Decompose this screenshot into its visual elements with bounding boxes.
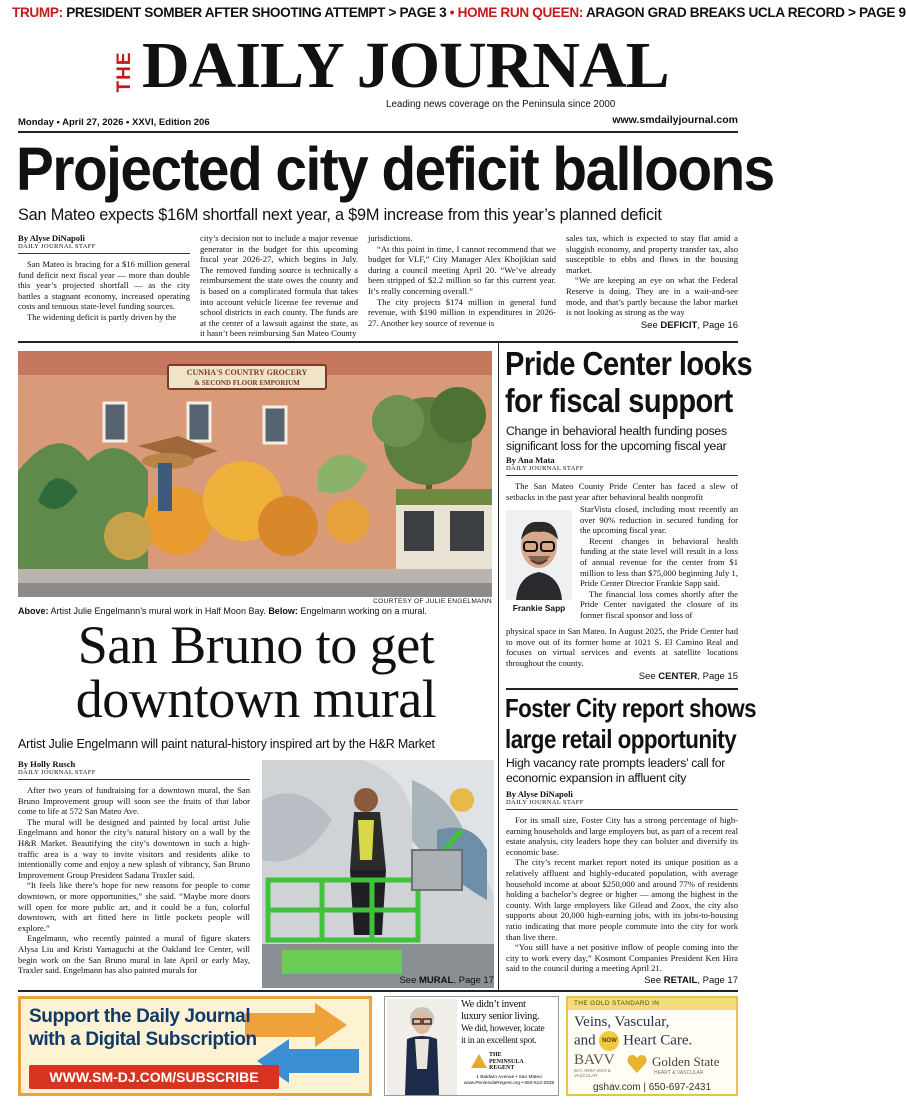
foster-headline[interactable]: Foster City report shows large retail opportunity <box>505 693 757 754</box>
regent-logo: THE PENINSULA REGENT <box>489 1052 524 1071</box>
section-rule <box>506 688 738 690</box>
pride-paragraph: The San Mateo County Pride Center has faced a slew of setbacks in the past year after behavioral health nonprofit <box>506 481 738 502</box>
store-sign-line-1: CUNHA'S COUNTRY GROCERY <box>186 368 308 377</box>
masthead-rule <box>18 131 738 133</box>
mural-paragraph: After two years of fundraising for a downtown mural, the San Bruno Improvement group will soon see the fruits of that labor come to life at 572 San Mateo Ave. <box>18 785 250 817</box>
masthead-title[interactable]: DAILY JOURNAL <box>142 29 669 102</box>
lead-column-4 <box>566 233 738 318</box>
artist-photo[interactable] <box>262 760 494 988</box>
dateline: Monday • April 27, 2026 • XXVI, Edition 206 <box>18 117 210 128</box>
pride-paragraph: StarVista closed, including most recently an over 90% reduction in secured funding for the upcoming fiscal year. <box>580 504 738 536</box>
lead-byline: By Alyse DiNapoli <box>18 233 85 243</box>
mural-headline[interactable]: San Bruno to get downtown mural <box>75 615 437 729</box>
lead-paragraph: sales tax, which is expected to stay flat amid a sluggish economy, and property transfer tax, also susceptible to ebbs and flows in the housing market. <box>566 233 738 275</box>
pride-staff: DAILY JOURNAL STAFF <box>506 465 738 476</box>
senior-woman-icon <box>387 999 457 1095</box>
mural-byline: By Holly Rusch <box>18 759 76 769</box>
pride-headline[interactable]: Pride Center looks for fiscal support <box>505 345 753 419</box>
golden-state-logo: Golden State <box>652 1054 720 1069</box>
golden-state-subtitle: HEART & VASCULAR <box>654 1070 704 1076</box>
mural-paragraph: The mural will be designed and painted by local artist Julie Engelmann and honor the city’s natural history on a wall by the H&R Market. Beautifying the city’s downtown in such a high-traffic area is a way to invite visitors and residents alike to intentionally come and enjoy a new splash of vibrancy, San Bruno Improvement Group President Sadana Traxler said. <box>18 816 250 880</box>
mural-paragraph: “It feels like there’s hope for new reasons for people to come downtown, or more opportunities,” she said. “Maybe more doors will open for more public art, and it could be a fun, colorful downtown, with art fitted here in little pockets people will explore.” <box>18 880 250 933</box>
lead-subhead: San Mateo expects $16M shortfall next year, a $9M increase from this year’s planned deficit <box>18 206 662 224</box>
ad-banner: THE GOLD STANDARD IN <box>568 998 736 1010</box>
teaser-separator: • <box>449 5 455 20</box>
foster-paragraph: For its small size, Foster City has a strong percentage of high-earning households and large employers but, as part of a recent real estate analysis, city leaders hope they can bolster and diversify its economic base. <box>506 815 738 857</box>
lead-headline[interactable]: Projected city deficit balloons <box>16 135 774 203</box>
masthead-tagline: Leading news coverage on the Peninsula since 2000 <box>386 99 616 110</box>
lead-paragraph: “At this point in time, I cannot recommend that we budget for VLF,” City Manager Alex Khojikian said during a council meeting April 20. “We’ve already been stripped of $2.2 million so far this current year. It’s really concerning overall.” <box>368 243 556 296</box>
golden-state-ad[interactable] <box>566 996 738 1096</box>
mural-photo-illustration <box>18 351 492 597</box>
lead-paragraph: city’s decision not to include a major revenue generator in the budget for this upcoming fiscal year 2026-27, which begins in July. The removed funding source is technically a reimbursement the state owes the county and is based on a complicated formula that takes into account vehicle license fee revenue and school districts in each county. The funds are at the center of a lawsuit against the state, as it hasn’t been reimbursing San Mateo County <box>200 233 358 339</box>
masthead-the: THE <box>114 51 135 93</box>
regent-contact: 1 Baldwin Avenue • San Mateo www.PeninsulaRegent.org • 650-613-2535 <box>463 1075 555 1086</box>
mural-staff: DAILY JOURNAL STAFF <box>18 769 250 780</box>
foster-paragraph: “You still have a net positive inflow of people coming into the city to work every day,” Kosmont Companies President Ken Hira said to the council during a meeting April 21. <box>506 942 738 974</box>
lead-paragraph: The city projects $174 million in general fund revenue, with $190 million in expenditures in 2026-27. Another key source of revenue is <box>368 296 556 328</box>
mural-column <box>18 759 250 976</box>
store-sign-line-2: & SECOND FLOOR EMPORIUM <box>194 379 300 387</box>
foster-staff: DAILY JOURNAL STAFF <box>506 799 738 810</box>
golden-state-copy: Veins, Vascular, and NOW Heart Care. <box>574 1013 692 1051</box>
peninsula-regent-ad[interactable] <box>384 996 559 1096</box>
pride-subhead: Change in behavioral health funding poses significant loss for the upcoming fiscal year <box>506 424 727 453</box>
photo-caption: Above: Artist Julie Engelmann’s mural work in Half Moon Bay. Below: Engelmann working on a mural. <box>18 606 427 616</box>
website-link[interactable]: www.smdailyjournal.com <box>612 114 738 126</box>
section-rule <box>18 341 738 343</box>
lead-column-1 <box>18 233 190 333</box>
frankie-sapp-photo[interactable] <box>506 510 572 600</box>
subscribe-url-button[interactable]: WWW.SM-DJ.COM/SUBSCRIBE <box>29 1065 279 1089</box>
foster-column <box>506 789 738 973</box>
lead-staff: DAILY JOURNAL STAFF <box>18 243 190 254</box>
now-badge: NOW <box>599 1031 619 1051</box>
regent-ad-copy: We didn’t invent luxury senior living. We did, however, locate it in an excellent spot. <box>461 999 545 1046</box>
artist-photo-illustration <box>262 760 494 988</box>
lead-paragraph: jurisdictions. <box>368 233 413 243</box>
teaser-link-trump[interactable]: PRESIDENT SOMBER AFTER SHOOTING ATTEMPT > PAGE 3 <box>66 5 447 20</box>
pride-jump-link[interactable]: See CENTER, Page 15 <box>638 671 738 682</box>
bavv-subtitle: BAY AREA VEIN & VASCULAR <box>574 1068 611 1078</box>
mural-subhead: Artist Julie Engelmann will paint natural-history inspired art by the H&R Market <box>18 737 435 751</box>
teaser-label-home-run: HOME RUN QUEEN: <box>457 5 583 20</box>
bavv-logo: BAVV <box>574 1052 615 1068</box>
subscription-ad[interactable] <box>18 996 372 1096</box>
teaser-link-home-run[interactable]: ARAGON GRAD BREAKS UCLA RECORD > PAGE 9 <box>585 5 906 20</box>
pride-paragraph: physical space in San Mateo. In August 2025, the Pride Center had to move out of its former home at 1021 S. El Camino Real and focuses on virtual services and events at satellite locations throughout the county. <box>506 626 738 668</box>
lead-column-3 <box>368 233 556 335</box>
lead-jump-link[interactable]: See DEFICIT, Page 16 <box>640 320 738 331</box>
mugshot-caption: Frankie Sapp <box>512 603 566 613</box>
photo-credit: COURTESY OF JULIE ENGELMANN <box>373 598 492 605</box>
lead-column-2 <box>200 233 358 339</box>
subscription-ad-text: Support the Daily Journal with a Digital Subscription <box>29 1006 257 1050</box>
pride-tail-column <box>506 626 738 668</box>
pride-wrap-column <box>580 504 738 624</box>
foster-paragraph: The city’s recent market report noted its unique position as a relatively affluent and highly-educated population, with average household income at about $250,000 and around 77% of residents holding a bachelor’s degree or higher — among the highest in the county. With large employers like Gilead and Zoox, the city also supports about 20,000 high-earning jobs, with its jobs-to-housing ratio indicating that more people commute into the city for work than live there. <box>506 857 738 942</box>
pride-paragraph: The financial loss comes shortly after the Pride Center navigated the closure of its former fiscal sponsor and loss of <box>580 588 738 620</box>
foster-jump-link[interactable]: See RETAIL, Page 17 <box>644 975 738 986</box>
lead-paragraph: San Mateo is bracing for a $16 million general fund deficit next fiscal year — more than double this year’s projected shortfall — as the city battles a stagnant economy, increased operating costs and tenuous state-level funding sources. <box>18 259 190 312</box>
lead-paragraph: “We are keeping an eye on what the Federal Reserve is doing. They are in a wait-and-see mode, and that’s partly because the labor market is not looking as strong as the way <box>566 275 738 318</box>
lead-paragraph: The widening deficit is partly driven by the <box>27 311 177 322</box>
mural-photo[interactable] <box>18 351 492 597</box>
mural-paragraph: Engelmann, who recently painted a mural of figure skaters Alysa Liu and Kristi Yamaguchi at the Oakland Ice Center, will begin work on the San Bruno mural in late April or early May, Traxler said. Engelmann has also painted murals for <box>18 933 250 976</box>
teaser-label-trump: TRUMP: <box>12 5 63 20</box>
heart-icon <box>626 1054 648 1074</box>
regent-logo-icon <box>471 1054 487 1068</box>
portrait-illustration <box>506 510 572 600</box>
golden-state-contact[interactable]: gshav.com | 650-697-2431 <box>592 1082 712 1093</box>
teaser-bar <box>12 5 906 20</box>
pride-byline: By Ana Mata <box>506 455 555 465</box>
column-divider <box>498 343 499 991</box>
foster-byline: By Alyse DiNapoli <box>506 789 573 799</box>
mural-jump-link[interactable]: See MURAL, Page 17 <box>399 975 494 986</box>
foster-subhead: High vacancy rate prompts leaders’ call for economic expansion in affluent city <box>506 756 726 785</box>
pride-paragraph: Recent changes in behavioral health funding at the state level will result in a loss of annual revenue for the center from $1 million to less than $75,000 beginning July 1, Pride Center Director Frankie Sapp said. <box>580 535 738 589</box>
section-rule <box>18 990 738 992</box>
